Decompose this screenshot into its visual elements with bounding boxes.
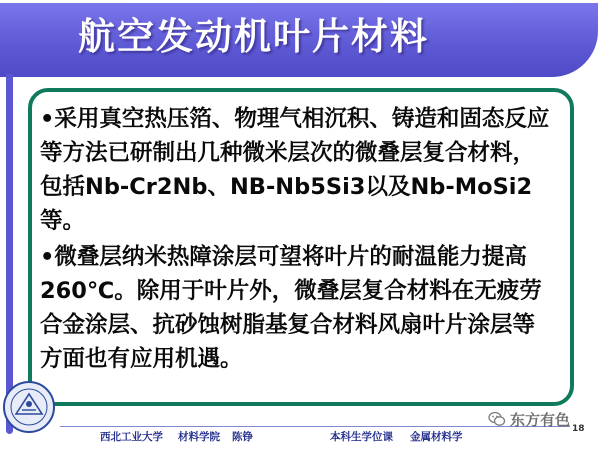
- footer-course: 金属材料学: [410, 431, 463, 443]
- watermark-text: 东方有色: [510, 410, 571, 429]
- watermark: [488, 408, 570, 430]
- university-seal-icon: [2, 380, 56, 434]
- footer-author: 陈铮: [232, 431, 253, 443]
- bullet-paragraph-2: •微叠层纳米热障涂层可望将叶片的耐温能力提高260℃。除用于叶片外，微叠层复合材料在无疲劳合金涂层、抗砂蚀树脂基复合材料风扇叶片涂层等方面也有应用机遇。: [40, 244, 542, 372]
- slide-title: 航空发动机叶片材料: [78, 15, 429, 58]
- page-number: 18: [572, 424, 585, 434]
- footer-program: 本科生学位课: [330, 431, 393, 443]
- bullet-paragraph-1: •采用真空热压箔、物理气相沉积、铸造和固态反应等方法已研制出几种微米层次的微叠层复合材料，包括Nb-Cr2Nb、NB-Nb5Si3以及Nb-MoSi2等。: [40, 106, 550, 234]
- footer-university: 西北工业大学: [100, 431, 163, 443]
- footer-school: 材料学院: [178, 431, 220, 443]
- wechat-icon: [488, 410, 506, 428]
